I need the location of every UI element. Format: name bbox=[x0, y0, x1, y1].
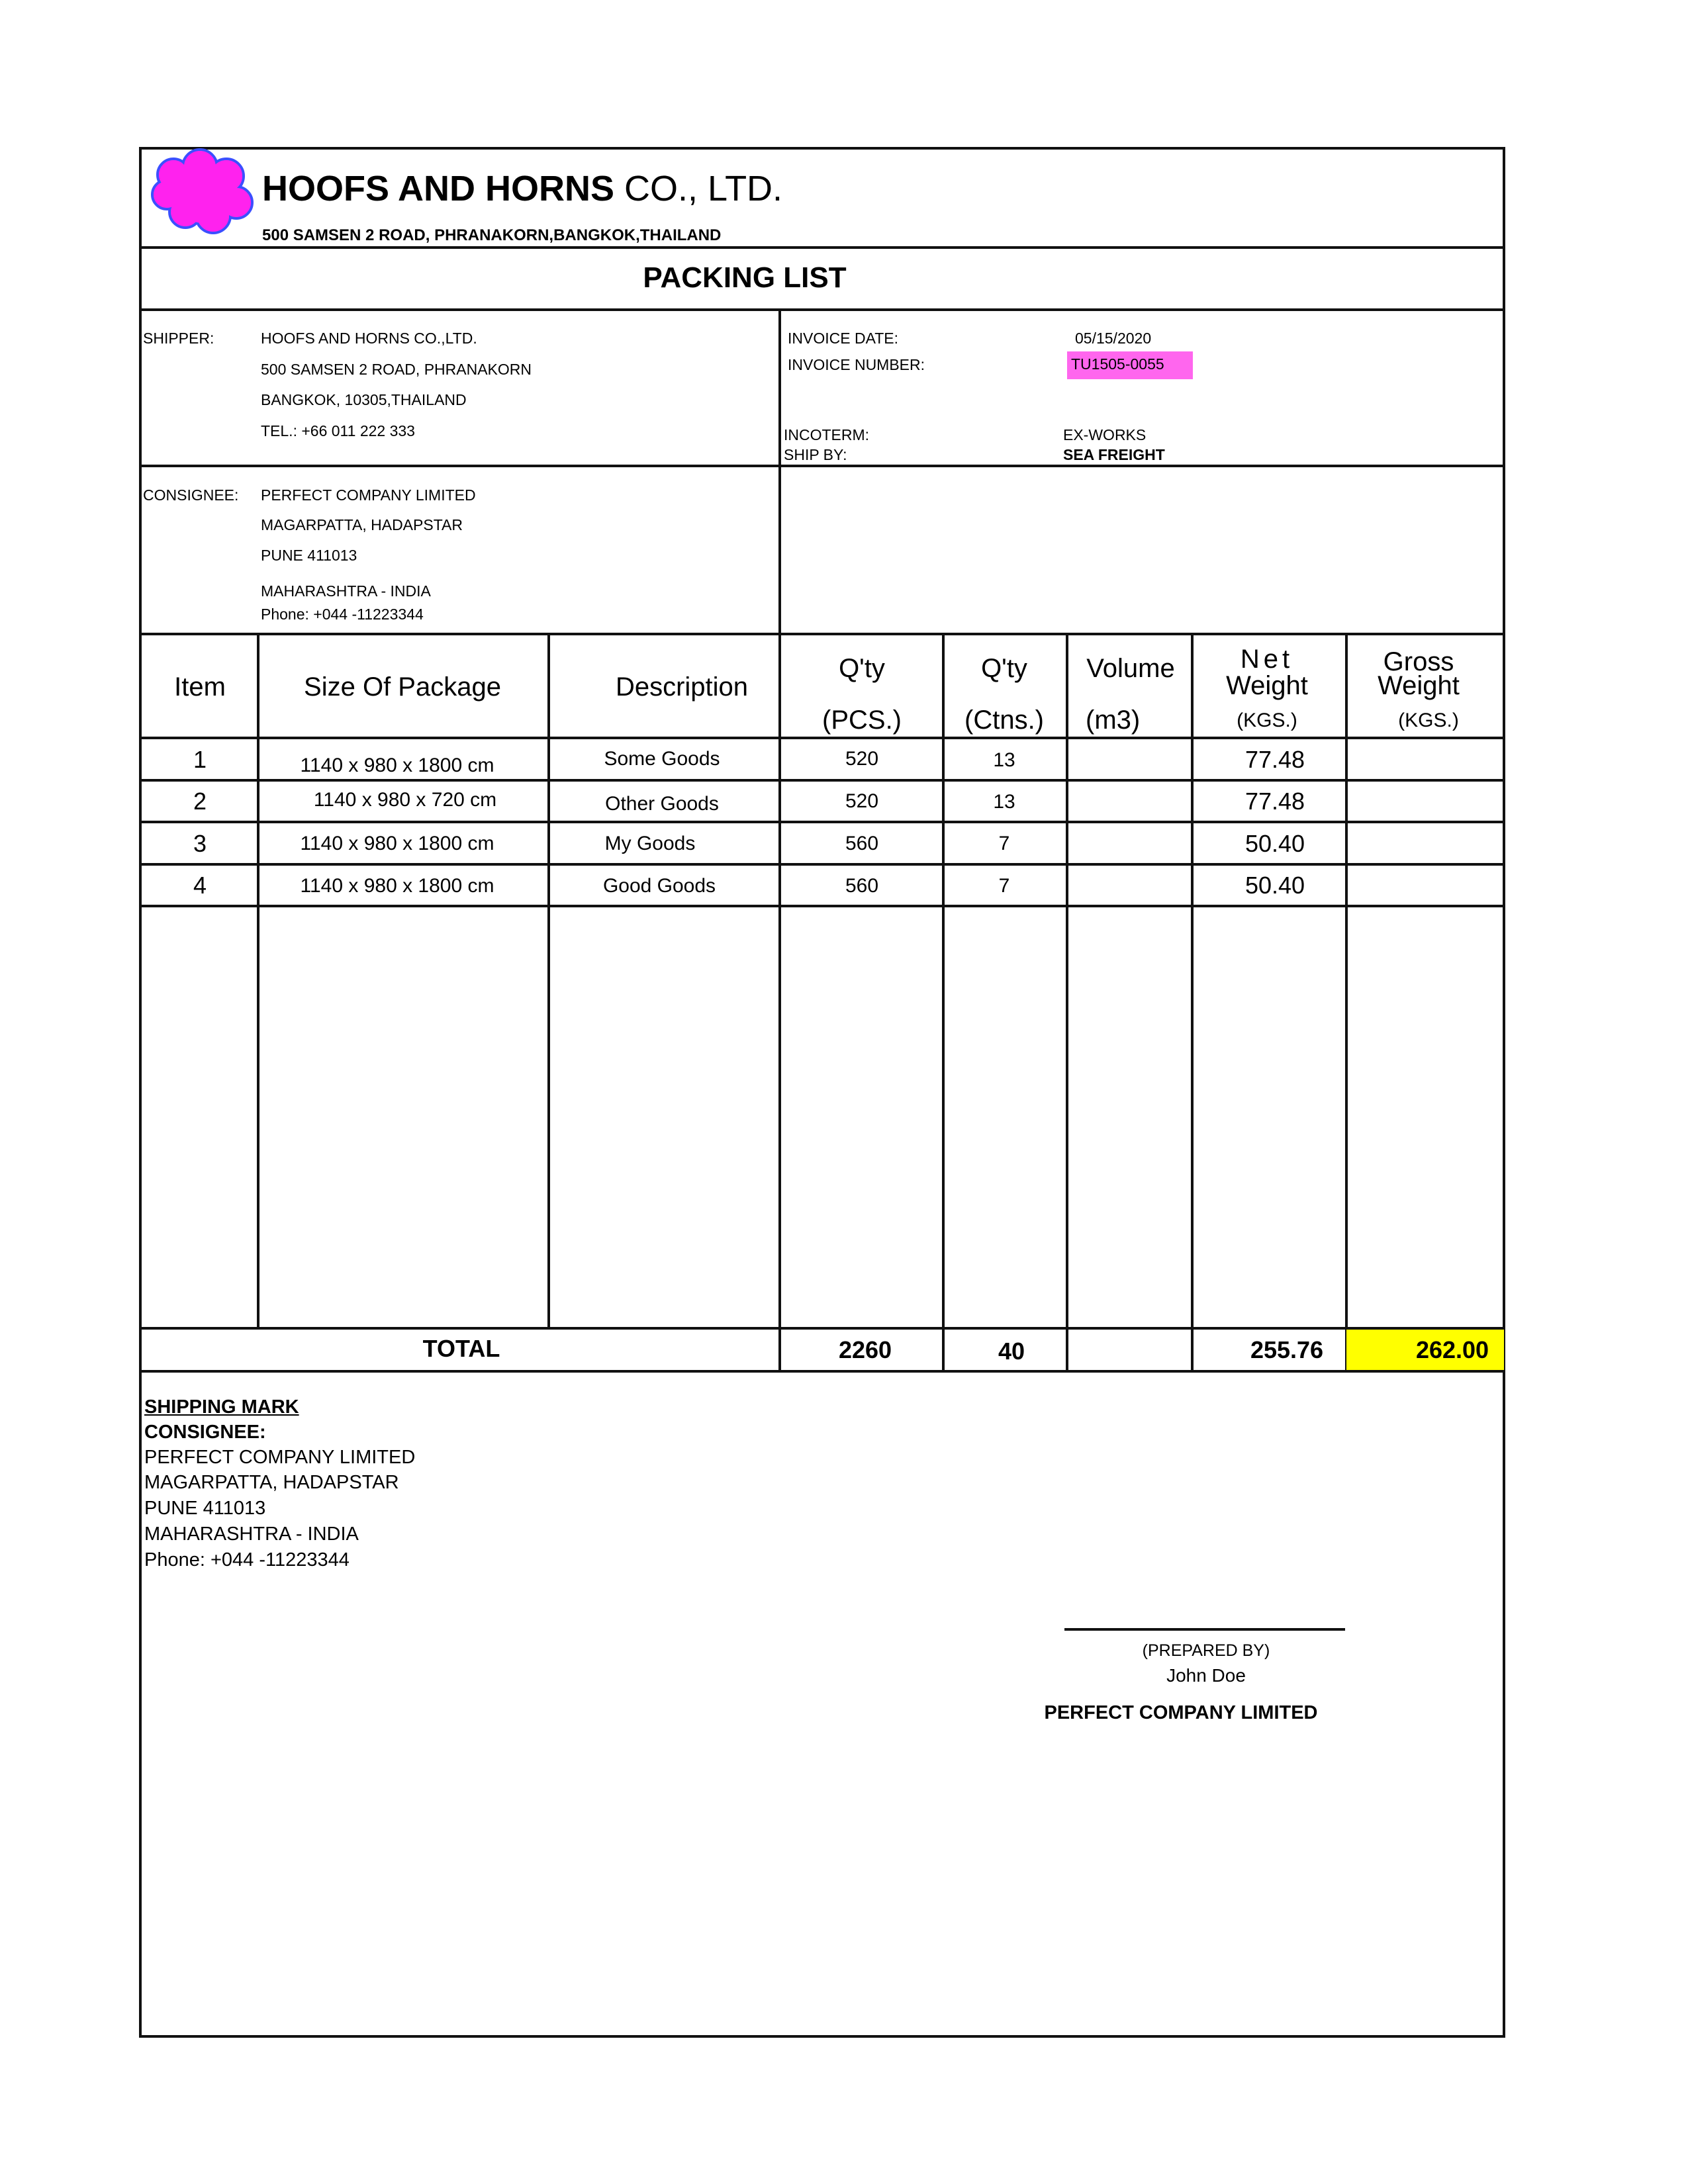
header-gross-1: Gross bbox=[1383, 647, 1454, 676]
row2-description: Other Goods bbox=[605, 793, 719, 815]
row4-description: Good Goods bbox=[602, 875, 716, 897]
col-rule-7 bbox=[1345, 633, 1348, 1373]
rule-row-4 bbox=[139, 905, 1505, 907]
incoterm-value: EX-WORKS bbox=[1063, 426, 1147, 443]
rule-total-top bbox=[139, 1327, 1505, 1330]
header-net-1: Net bbox=[1240, 645, 1294, 674]
consignee-line-2: MAGARPATTA, HADAPSTAR bbox=[261, 516, 463, 533]
col-rule-6 bbox=[1191, 633, 1194, 1373]
company-name bbox=[262, 171, 782, 206]
invoice-number: TU1505-0055 bbox=[1071, 355, 1164, 373]
total-qty-pcs: 2260 bbox=[838, 1336, 892, 1363]
signature-company: PERFECT COMPANY LIMITED bbox=[1044, 1702, 1318, 1723]
rule-row-3 bbox=[139, 863, 1505, 866]
row3-net: 50.40 bbox=[1244, 830, 1305, 857]
row3-item: 3 bbox=[193, 830, 207, 857]
total-label: TOTAL bbox=[422, 1335, 500, 1362]
invoice-number-label: INVOICE NUMBER: bbox=[788, 356, 925, 373]
header-qty-ctns-1: Q'ty bbox=[981, 654, 1027, 683]
company-address: 500 SAMSEN 2 ROAD, PHRANAKORN,BANGKOK,THAILAND bbox=[262, 226, 722, 244]
rule-row-1 bbox=[139, 779, 1505, 782]
shipper-line-2: 500 SAMSEN 2 ROAD, PHRANAKORN bbox=[261, 361, 532, 378]
rule-table-header-bottom bbox=[139, 737, 1505, 739]
header-size: Size Of Package bbox=[304, 672, 501, 702]
shipper-label: SHIPPER: bbox=[143, 330, 214, 347]
row4-qty-pcs: 560 bbox=[845, 875, 879, 897]
consignee-line-5: Phone: +044 -11223344 bbox=[261, 606, 424, 623]
row3-size: 1140 x 980 x 1800 cm bbox=[300, 833, 494, 854]
col-rule-1 bbox=[257, 633, 259, 1330]
col-rule-5 bbox=[1066, 633, 1068, 1373]
row4-item: 4 bbox=[193, 872, 207, 899]
header-volume-2: (m3) bbox=[1086, 705, 1141, 735]
col-rule-4 bbox=[942, 633, 945, 1373]
row1-description: Some Goods bbox=[604, 748, 720, 770]
row4-qty-ctns: 7 bbox=[998, 875, 1010, 897]
shipping-mark-line-1: PERFECT COMPANY LIMITED bbox=[144, 1447, 416, 1468]
consignee-line-1: PERFECT COMPANY LIMITED bbox=[261, 486, 476, 504]
header-item: Item bbox=[174, 672, 226, 702]
shipper-line-3: BANGKOK, 10305,THAILAND bbox=[261, 391, 467, 408]
row4-net: 50.40 bbox=[1244, 872, 1305, 899]
signature-name: John Doe bbox=[1166, 1665, 1246, 1686]
header-qty-pcs-2: (PCS.) bbox=[822, 705, 902, 735]
total-qty-ctns: 40 bbox=[998, 1338, 1025, 1365]
company-name-bold: HOOFS AND HORNS bbox=[262, 169, 615, 208]
total-gross: 262.00 bbox=[1415, 1336, 1489, 1363]
signature-caption: (PREPARED BY) bbox=[1142, 1641, 1270, 1660]
shipping-mark-line-2: MAGARPATTA, HADAPSTAR bbox=[144, 1472, 399, 1493]
row2-qty-pcs: 520 bbox=[845, 790, 879, 812]
shipping-mark-consignee-label: CONSIGNEE: bbox=[144, 1422, 266, 1443]
col-rule-3 bbox=[778, 633, 781, 1373]
row1-qty-ctns: 13 bbox=[993, 749, 1015, 771]
shipper-line-4: TEL.: +66 011 222 333 bbox=[261, 422, 415, 439]
col-rule-2 bbox=[547, 633, 550, 1330]
header-gross-2: Weight bbox=[1378, 671, 1460, 700]
row2-net: 77.48 bbox=[1244, 788, 1305, 815]
row2-qty-ctns: 13 bbox=[993, 791, 1015, 813]
total-net: 255.76 bbox=[1250, 1336, 1324, 1363]
company-logo-icon bbox=[147, 148, 266, 241]
row3-description: My Goods bbox=[604, 833, 696, 854]
shipping-mark-line-5: Phone: +044 -11223344 bbox=[144, 1549, 350, 1570]
rule-header-bottom bbox=[139, 246, 1505, 249]
consignee-label: CONSIGNEE: bbox=[143, 486, 239, 504]
header-net-2: Weight bbox=[1226, 671, 1308, 700]
row1-item: 1 bbox=[193, 746, 207, 773]
row1-net: 77.48 bbox=[1244, 746, 1305, 773]
row3-qty-ctns: 7 bbox=[998, 833, 1010, 854]
row2-item: 2 bbox=[193, 788, 207, 815]
ship-by-value: SEA FREIGHT bbox=[1063, 446, 1165, 463]
header-gross-3: (KGS.) bbox=[1398, 709, 1459, 731]
consignee-line-3: PUNE 411013 bbox=[261, 547, 357, 564]
row1-size: 1140 x 980 x 1800 cm bbox=[300, 754, 494, 776]
rule-total-bottom bbox=[139, 1370, 1505, 1373]
incoterm-label: INCOTERM: bbox=[784, 426, 870, 443]
invoice-date: 05/15/2020 bbox=[1075, 330, 1152, 347]
shipper-line-1: HOOFS AND HORNS CO.,LTD. bbox=[261, 330, 477, 347]
shipping-mark-line-3: PUNE 411013 bbox=[144, 1498, 266, 1519]
ship-by-label: SHIP BY: bbox=[784, 446, 847, 463]
rule-info-split bbox=[778, 308, 781, 635]
shipping-mark-line-4: MAHARASHTRA - INDIA bbox=[144, 1524, 359, 1545]
header-qty-ctns-2: (Ctns.) bbox=[964, 705, 1044, 735]
shipping-mark-title: SHIPPING MARK bbox=[144, 1396, 299, 1418]
header-net-3: (KGS.) bbox=[1237, 709, 1297, 731]
rule-title-bottom bbox=[139, 308, 1505, 311]
row4-size: 1140 x 980 x 1800 cm bbox=[300, 875, 494, 897]
row3-qty-pcs: 560 bbox=[845, 833, 879, 854]
header-volume-1: Volume bbox=[1086, 654, 1175, 683]
rule-consignee-bottom bbox=[139, 633, 1505, 635]
row1-qty-pcs: 520 bbox=[845, 748, 879, 770]
invoice-date-label: INVOICE DATE: bbox=[788, 330, 898, 347]
consignee-line-4: MAHARASHTRA - INDIA bbox=[261, 582, 431, 600]
rule-shipper-bottom bbox=[139, 465, 1505, 467]
header-description: Description bbox=[615, 672, 749, 702]
signature-line bbox=[1064, 1628, 1345, 1631]
header-qty-pcs-1: Q'ty bbox=[839, 654, 885, 683]
company-name-suffix: CO., LTD. bbox=[624, 169, 783, 208]
rule-row-2 bbox=[139, 821, 1505, 823]
row2-size: 1140 x 980 x 720 cm bbox=[313, 789, 497, 811]
page-title: PACKING LIST bbox=[643, 261, 847, 294]
